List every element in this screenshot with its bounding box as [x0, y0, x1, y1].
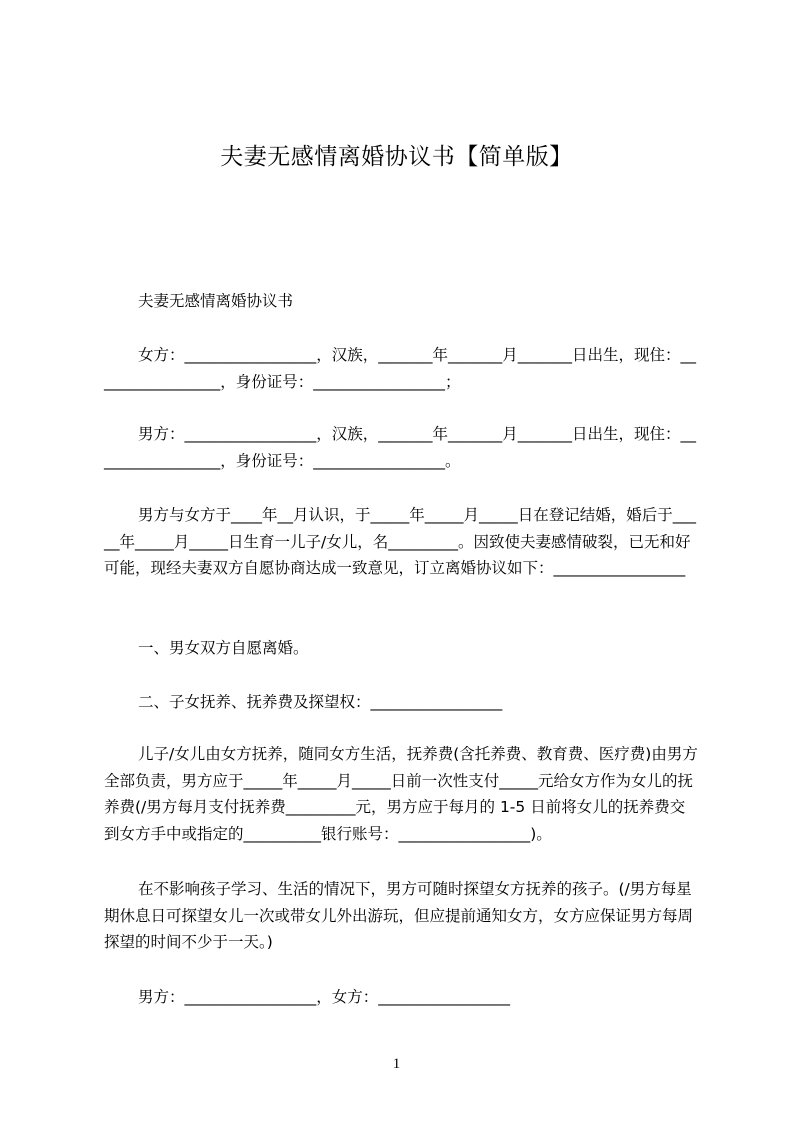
document-title: 夫妻无感情离婚协议书【简单版】 — [220, 144, 573, 170]
clause-one: 一、男女双方自愿离婚。 — [138, 639, 309, 657]
clause-two: 二、子女抚养、抚养费及探望权：_________________ — [138, 693, 503, 711]
female-party-paragraph: 女方：_________________，汉族，_______年_______月_______日出生，现住：_________________，身份证号：_________________； — [104, 346, 697, 391]
male-party-paragraph: 男方：_________________，汉族，_______年_______月_______日出生，现住：_________________，身份证号：_________________。 — [104, 425, 697, 470]
background-paragraph: 男方与女方于____年__月认识，于_____年_____月_____日在登记结婚，婚后于_____年_____月_____日生育一儿子/女儿，名_________。因致使夫妻感情破裂，已无和好可能，现经夫妻双方自愿协商达成一致意见，订立离婚协议如下：_________________ — [104, 506, 697, 577]
signature-line: 男方：_________________，女方：_________________ — [138, 988, 511, 1006]
child-support-paragraph: 儿子/女儿由女方抚养，随同女方生活，抚养费(含托养费、教育费、医疗费)由男方全部负责，男方应于_____年_____月_____日前一次性支付_____元给女方作为女儿的抚养费(/男方每月支付抚养费_________元，男方应于每月的 1-5 日前将女儿的抚养费交到女方手中或指定的__________银行账号：_________________)。 — [104, 745, 698, 843]
agreement-heading: 夫妻无感情离婚协议书 — [138, 292, 294, 310]
visitation-paragraph: 在不影响孩子学习、生活的情况下，男方可随时探望女方抚养的孩子。(/男方每星期休息日可探望女儿一次或带女儿外出游玩，但应提前通知女方，女方应保证男方每周探望的时间不少于一天。) — [104, 880, 694, 951]
page-number: 1 — [392, 1056, 401, 1072]
